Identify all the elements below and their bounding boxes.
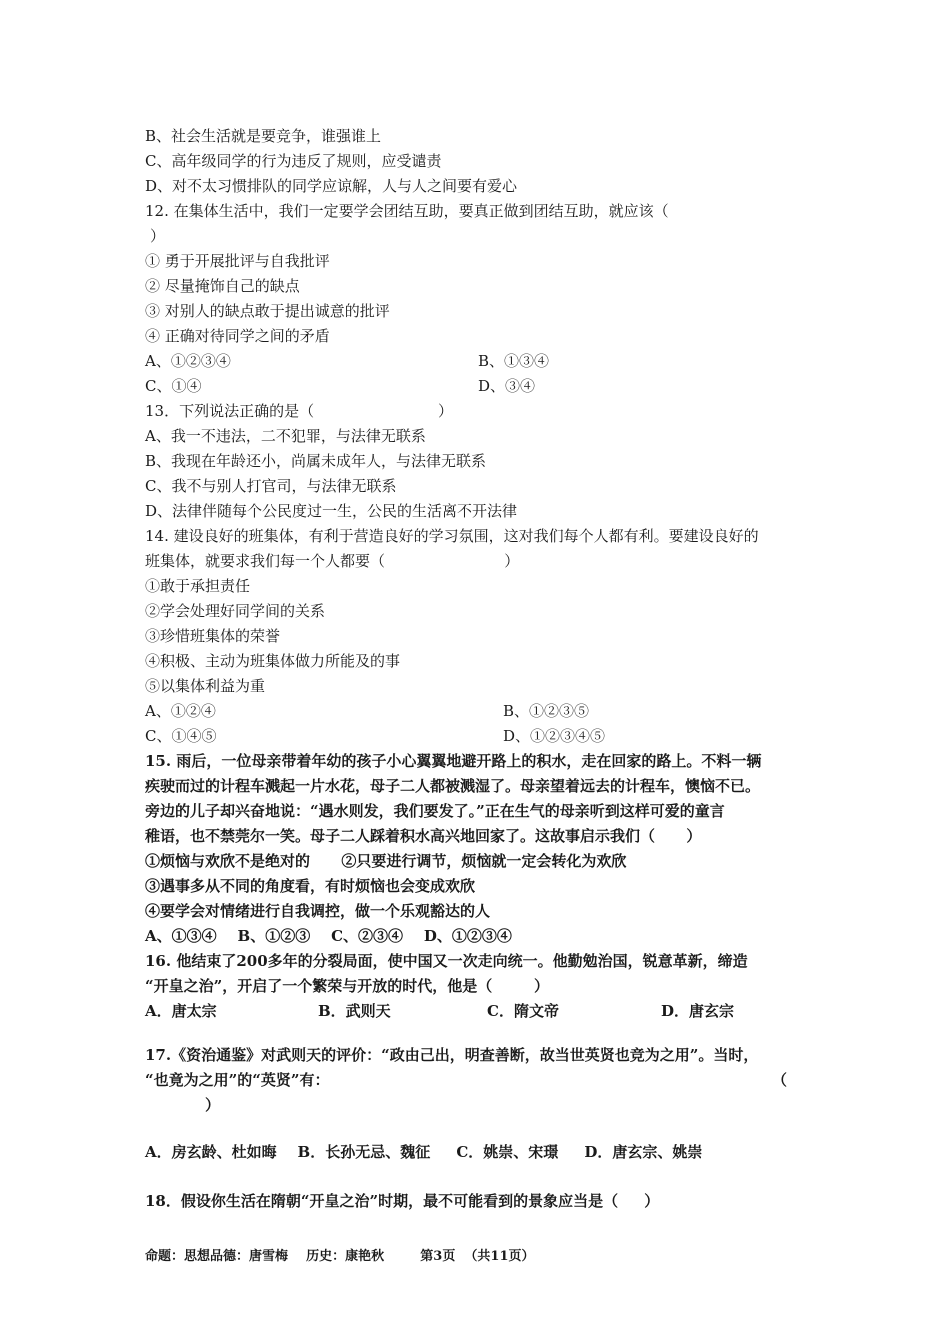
- q13-option-b: B、我现在年龄还小，尚属未成年人，与法律无联系: [145, 452, 487, 470]
- q14-stem-line-1: 14. 建设良好的班集体，有利于营造良好的学习氛围，这对我们每个人都有利。要建设良好的: [145, 527, 759, 545]
- q12-stem-line-2: ）: [150, 227, 166, 245]
- q16-option-b: B．武则天: [318, 1002, 391, 1020]
- q14-item-5: ⑤以集体利益为重: [145, 677, 266, 695]
- q14-item-4: ④积极、主动为班集体做力所能及的事: [145, 652, 401, 670]
- q16-option-d: D．唐玄宗: [661, 1002, 735, 1020]
- q12-option-a: A、①②③④: [145, 352, 231, 370]
- q16-option-c: C．隋文帝: [487, 1002, 559, 1020]
- q16-option-a: A．唐太宗: [145, 1002, 217, 1020]
- q15-item-1: ①烦恼与欢欣不是绝对的 ②只要进行调节，烦恼就一定会转化为欢欣: [145, 852, 627, 870]
- q12-item-1: ① 勇于开展批评与自我批评: [145, 252, 330, 270]
- q13-option-c: C、我不与别人打官司，与法律无联系: [145, 477, 397, 495]
- q17-stem-line-1: 17.《资治通鉴》对武则天的评价：“政由己出，明查善断，故当世英贤也竞为之用”。当时，: [145, 1046, 759, 1064]
- q14-item-1: ①敢于承担责任: [145, 577, 251, 595]
- q15-stem-line-1: 15. 雨后，一位母亲带着年幼的孩子小心翼翼地避开路上的积水，走在回家的路上。不料一辆: [145, 752, 762, 770]
- q12-option-b: B、①③④: [478, 352, 550, 370]
- q17-stem-paren: （: [772, 1071, 788, 1089]
- q15-stem-line-4: 稚语，也不禁莞尔一笑。母子二人踩着积水高兴地回家了。这故事启示我们（ ）: [145, 827, 702, 845]
- q11-option-d: D、对不太习惯排队的同学应谅解，人与人之间要有爱心: [145, 177, 518, 195]
- q13-option-a: A、我一不违法，二不犯罪，与法律无联系: [145, 427, 426, 445]
- q16-stem-line-1: 16. 他结束了200多年的分裂局面，使中国又一次走向统一。他勤勉治国，锐意革新，缔造: [145, 952, 748, 970]
- q14-option-c: C、①④⑤: [145, 727, 217, 745]
- q12-item-2: ② 尽量掩饰自己的缺点: [145, 277, 300, 295]
- q15-item-3: ④要学会对情绪进行自我调控，做一个乐观豁达的人: [145, 902, 491, 920]
- q16-stem-line-2: “开皇之治”，开启了一个繁荣与开放的时代，他是（ ）: [145, 977, 550, 995]
- q12-item-3: ③ 对别人的缺点敢于提出诚意的批评: [145, 302, 390, 320]
- page-footer: 命题：思想品德：唐雪梅 历史：康艳秋 第3页 （共11页）: [145, 1249, 535, 1264]
- q12-item-4: ④ 正确对待同学之间的矛盾: [145, 327, 330, 345]
- q17-stem-line-3: ）: [205, 1096, 221, 1114]
- q12-option-c: C、①④: [145, 377, 202, 395]
- q13-stem: 13．下列说法正确的是（ ）: [145, 402, 454, 420]
- q14-option-a: A、①②④: [145, 702, 216, 720]
- q11-option-b: B、社会生活就是要竞争，谁强谁上: [145, 127, 382, 145]
- q14-item-3: ③珍惜班集体的荣誉: [145, 627, 281, 645]
- q14-option-b: B、①②③⑤: [503, 702, 590, 720]
- q17-stem-line-2: “也竟为之用”的“英贤”有：: [145, 1071, 330, 1089]
- q15-stem-line-2: 疾驶而过的计程车溅起一片水花，母子二人都被溅湿了。母亲望着远去的计程车，懊恼不已。: [145, 777, 761, 795]
- q15-stem-line-3: 旁边的儿子却兴奋地说：“遇水则发，我们要发了。”正在生气的母亲听到这样可爱的童言: [145, 802, 725, 820]
- q15-item-2: ③遇事多从不同的角度看，有时烦恼也会变成欢欣: [145, 877, 476, 895]
- q11-option-c: C、高年级同学的行为违反了规则，应受谴责: [145, 152, 442, 170]
- q14-option-d: D、①②③④⑤: [503, 727, 606, 745]
- q14-item-2: ②学会处理好同学间的关系: [145, 602, 326, 620]
- q17-options: A．房玄龄、杜如晦 B．长孙无忌、魏征 C．姚崇、宋璟 D．唐玄宗、姚崇: [145, 1143, 703, 1161]
- q15-options: A、①③④ B、①②③ C、②③④ D、①②③④: [145, 927, 512, 945]
- q18-stem: 18．假设你生活在隋朝“开皇之治”时期，最不可能看到的景象应当是（ ）: [145, 1192, 660, 1210]
- q12-stem-line-1: 12. 在集体生活中，我们一定要学会团结互助，要真正做到团结互助，就应该（: [145, 202, 669, 220]
- q14-stem-line-2: 班集体，就要求我们每一个人都要（ ）: [145, 552, 520, 570]
- q13-option-d: D、法律伴随每个公民度过一生，公民的生活离不开法律: [145, 502, 518, 520]
- q12-option-d: D、③④: [478, 377, 536, 395]
